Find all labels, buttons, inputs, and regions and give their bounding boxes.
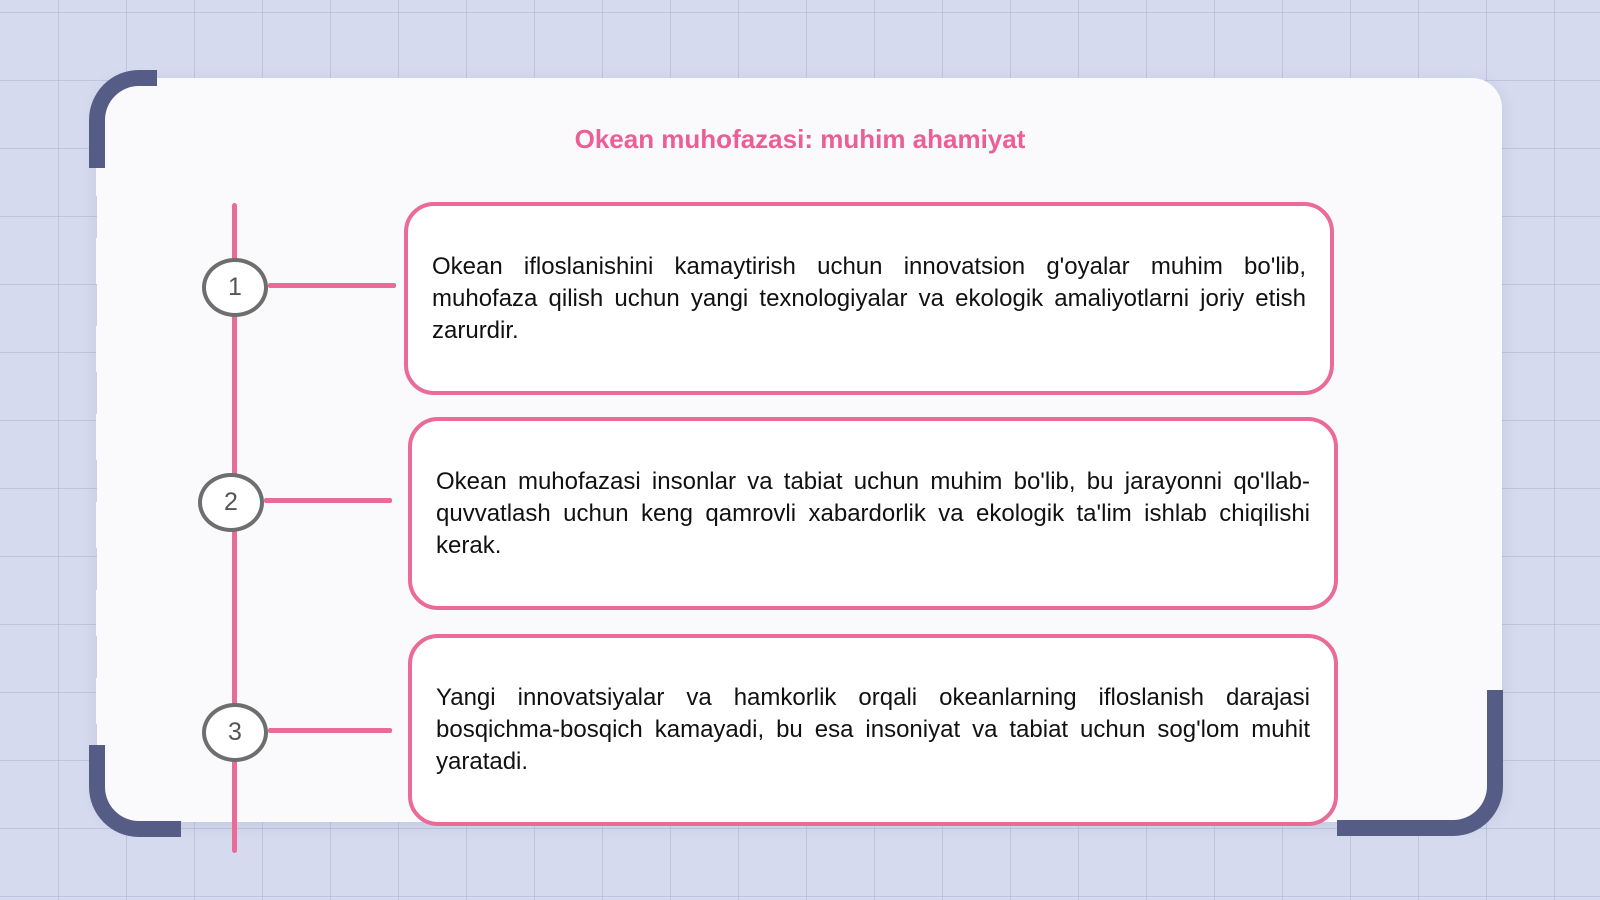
corner-bracket-bottom-right bbox=[1337, 690, 1503, 836]
slide-title: Okean muhofazasi: muhim ahamiyat bbox=[574, 124, 1026, 154]
step-3-connector bbox=[268, 728, 392, 733]
step-2-number-circle: 2 bbox=[198, 473, 264, 532]
step-2-connector bbox=[264, 498, 392, 503]
step-3-text: Yangi innovatsiyalar va hamkorlik orqali okeanlarning ifloslanish darajasi bosqichma-bosqich kamayadi, bu esa insoniyat va tabiat uchun sog'lom muhit yaratadi. bbox=[436, 684, 1310, 775]
step-2-card bbox=[408, 417, 1338, 610]
step-1-number-circle: 1 bbox=[202, 258, 268, 317]
corner-bracket-bottom-left bbox=[89, 745, 181, 837]
step-2-text: Okean muhofazasi insonlar va tabiat uchun muhim bo'lib, bu jarayonni qo'llab-quvvatlash uchun keng qamrovli xabardorlik va ekologik ta'lim ishlab chiqilishi kerak. bbox=[436, 467, 1310, 559]
step-1-text: Okean ifloslanishini kamaytirish uchun innovatsion g'oyalar muhim bo'lib, muhofaza qilish uchun yangi texnologiyalar va ekologik amaliyotlarni joriy etish zarurdir. bbox=[432, 252, 1306, 344]
step-1-card bbox=[404, 202, 1334, 395]
corner-bracket-top-left bbox=[89, 70, 157, 168]
step-1-connector bbox=[268, 283, 396, 288]
step-3-card bbox=[408, 634, 1338, 826]
step-3-number-circle: 3 bbox=[202, 703, 268, 762]
